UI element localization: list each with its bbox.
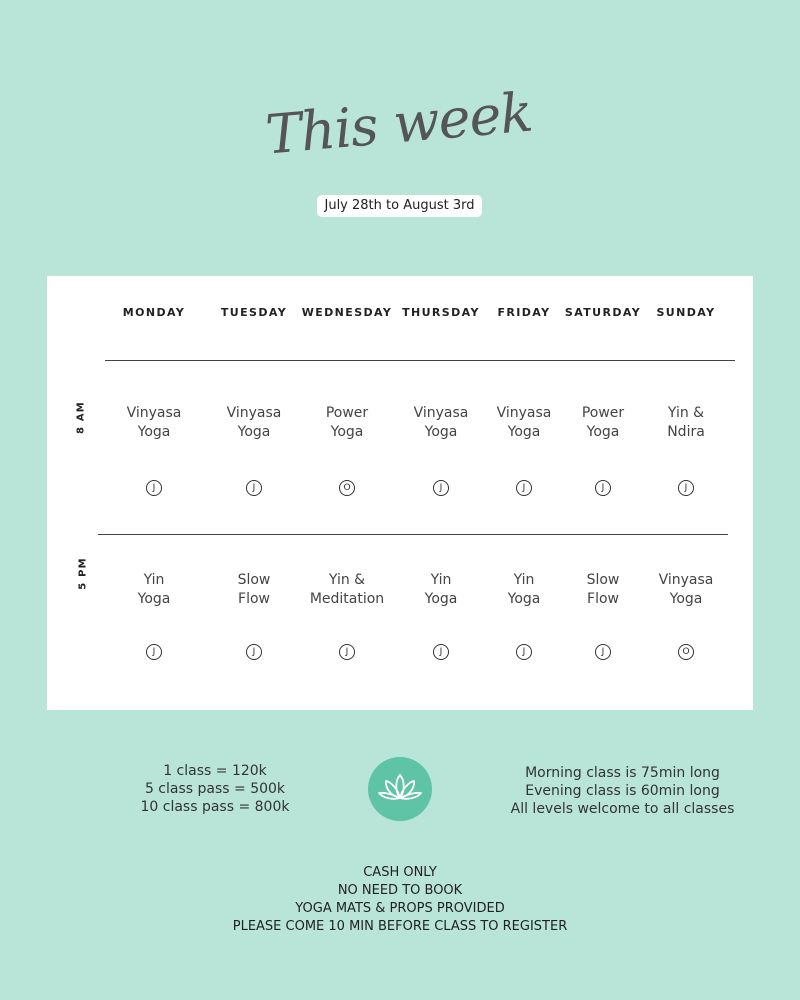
morning-duration: Morning class is 75min long <box>525 765 720 781</box>
class-sunday-am: Yin & Ndira <box>667 405 705 440</box>
class-tuesday-pm: Slow Flow <box>237 572 271 607</box>
day-header-thursday: THURSDAY <box>402 306 480 319</box>
day-header-wednesday: WEDNESDAY <box>301 306 393 319</box>
teacher-badge: J <box>595 480 611 496</box>
note-arrival: PLEASE COME 10 MIN BEFORE CLASS TO REGISTER <box>232 919 568 934</box>
schedule-card <box>47 276 753 710</box>
class-thursday-am: Vinyasa Yoga <box>413 405 469 440</box>
day-header-tuesday: TUESDAY <box>220 306 288 319</box>
class-wednesday-pm: Yin & Meditation <box>309 572 385 607</box>
day-header-saturday: SATURDAY <box>564 306 642 319</box>
evening-duration: Evening class is 60min long <box>525 783 720 799</box>
class-monday-am: Vinyasa Yoga <box>126 405 182 440</box>
class-saturday-pm: Slow Flow <box>586 572 620 607</box>
teacher-badge: J <box>146 480 162 496</box>
day-header-monday: MONDAY <box>122 306 186 319</box>
teacher-badge: J <box>146 644 162 660</box>
class-monday-pm: Yin Yoga <box>137 572 171 607</box>
time-label-morning: 8 AM <box>75 401 87 434</box>
class-tuesday-am: Vinyasa Yoga <box>226 405 282 440</box>
levels-note: All levels welcome to all classes <box>510 801 735 817</box>
note-booking: NO NEED TO BOOK <box>337 883 463 898</box>
teacher-badge: J <box>246 644 262 660</box>
note-cash: CASH ONLY <box>363 865 437 880</box>
footer-notes <box>0 864 800 936</box>
class-saturday-am: Power Yoga <box>581 405 625 440</box>
page-title: This week <box>263 80 535 167</box>
teacher-badge: J <box>516 480 532 496</box>
class-wednesday-am: Power Yoga <box>325 405 369 440</box>
date-range-badge: July 28th to August 3rd <box>317 195 482 217</box>
teacher-badge: J <box>433 480 449 496</box>
note-mats: YOGA MATS & PROPS PROVIDED <box>295 901 505 916</box>
header-divider <box>105 360 735 361</box>
price-5-pass: 5 class pass = 500k <box>144 781 286 797</box>
price-10-pass: 10 class pass = 800k <box>140 799 290 815</box>
class-thursday-pm: Yin Yoga <box>424 572 458 607</box>
teacher-badge: J <box>246 480 262 496</box>
class-friday-pm: Yin Yoga <box>507 572 541 607</box>
row-divider <box>98 534 728 535</box>
day-header-friday: FRIDAY <box>497 306 551 319</box>
teacher-badge: J <box>516 644 532 660</box>
teacher-badge: J <box>678 480 694 496</box>
teacher-badge: O <box>678 644 694 660</box>
teacher-badge: J <box>595 644 611 660</box>
teacher-badge: J <box>433 644 449 660</box>
class-friday-am: Vinyasa Yoga <box>496 405 552 440</box>
teacher-badge: J <box>339 644 355 660</box>
class-sunday-pm: Vinyasa Yoga <box>658 572 714 607</box>
day-header-sunday: SUNDAY <box>656 306 716 319</box>
teacher-badge: O <box>339 480 355 496</box>
price-list <box>115 762 315 816</box>
price-single: 1 class = 120k <box>163 763 267 779</box>
time-label-evening: 5 PM <box>77 557 89 590</box>
class-info <box>500 764 745 818</box>
lotus-icon <box>368 757 432 821</box>
